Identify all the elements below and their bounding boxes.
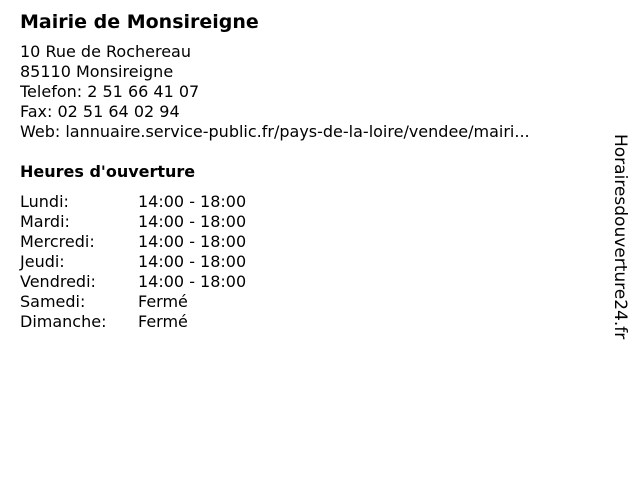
website-link[interactable]: Web: lannuaire.service-public.fr/pays-de-la-loire/vendee/mairi... — [20, 122, 530, 141]
hours-row-sunday — [20, 312, 600, 332]
time-value: 14:00 - 18:00 — [138, 232, 247, 251]
day-label: Vendredi: — [20, 272, 96, 291]
hours-row-tuesday — [20, 212, 600, 232]
day-label: Dimanche: — [20, 312, 107, 331]
hours-row-monday — [20, 192, 600, 212]
hours-heading: Heures d'ouverture — [20, 162, 196, 181]
day-label: Lundi: — [20, 192, 69, 211]
hours-table — [20, 192, 600, 332]
day-label: Jeudi: — [20, 252, 65, 271]
time-value: Fermé — [138, 312, 188, 331]
time-value: Fermé — [138, 292, 188, 311]
hours-row-saturday — [20, 292, 600, 312]
time-value: 14:00 - 18:00 — [138, 252, 247, 271]
place-title: Mairie de Monsireigne — [20, 11, 259, 33]
time-value: 14:00 - 18:00 — [138, 212, 247, 231]
street-address: 10 Rue de Rochereau — [20, 42, 191, 61]
site-brand-vertical: Horairesdouverture24.fr — [610, 134, 630, 340]
phone-number[interactable]: Telefon: 2 51 66 41 07 — [20, 82, 200, 101]
postal-city: 85110 Monsireigne — [20, 62, 174, 81]
time-value: 14:00 - 18:00 — [138, 192, 247, 211]
day-label: Mercredi: — [20, 232, 95, 251]
contact-block — [20, 42, 600, 142]
hours-row-wednesday — [20, 232, 600, 252]
hours-row-thursday — [20, 252, 600, 272]
place-card — [20, 10, 600, 332]
time-value: 14:00 - 18:00 — [138, 272, 247, 291]
hours-row-friday — [20, 272, 600, 292]
day-label: Samedi: — [20, 292, 86, 311]
day-label: Mardi: — [20, 212, 70, 231]
fax-number: Fax: 02 51 64 02 94 — [20, 102, 180, 121]
